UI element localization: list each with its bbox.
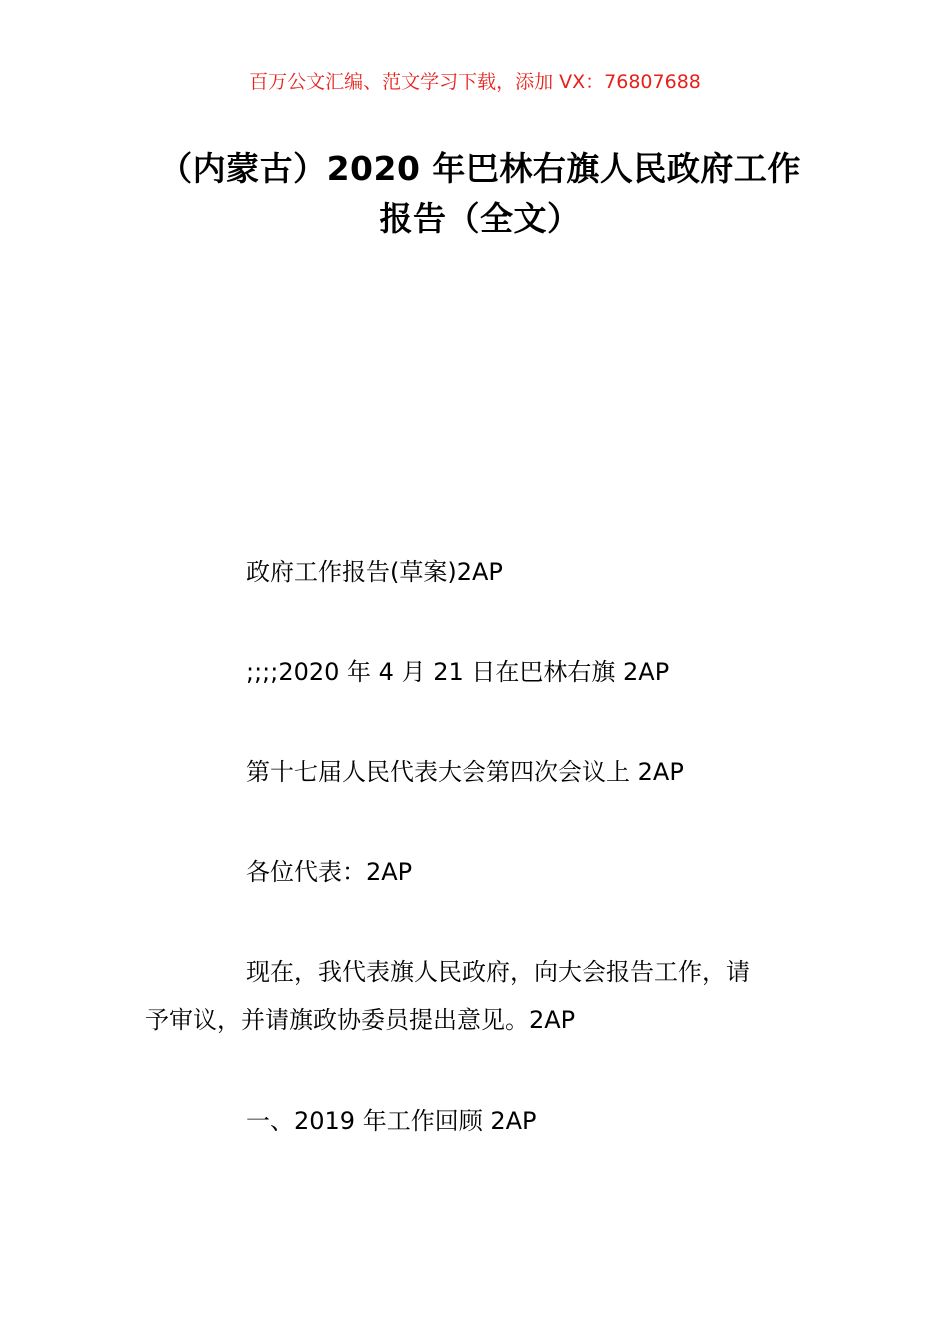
paragraph-meeting: 第十七届人民代表大会第四次会议上 2AP bbox=[246, 758, 684, 786]
paragraph-report bbox=[145, 948, 815, 1044]
report-line-2: 予审议，并请旗政协委员提出意见。2AP bbox=[145, 1006, 576, 1034]
paragraph-draft-title: 政府工作报告(草案)2AP bbox=[246, 558, 503, 586]
report-line-1: 现在，我代表旗人民政府，向大会报告工作，请 bbox=[246, 958, 750, 986]
paragraph-date: ;;;;2020 年 4 月 21 日在巴林右旗 2AP bbox=[246, 658, 670, 686]
title-line-2: 报告（全文） bbox=[379, 199, 581, 238]
section-heading: 一、2019 年工作回顾 2AP bbox=[246, 1107, 537, 1135]
title-line-1: （内蒙古）2020 年巴林右旗人民政府工作 bbox=[159, 149, 801, 188]
document-title bbox=[140, 144, 820, 244]
header-note: 百万公文汇编、范文学习下载，添加 VX：76807688 bbox=[249, 71, 701, 93]
paragraph-salutation: 各位代表：2AP bbox=[246, 858, 413, 886]
